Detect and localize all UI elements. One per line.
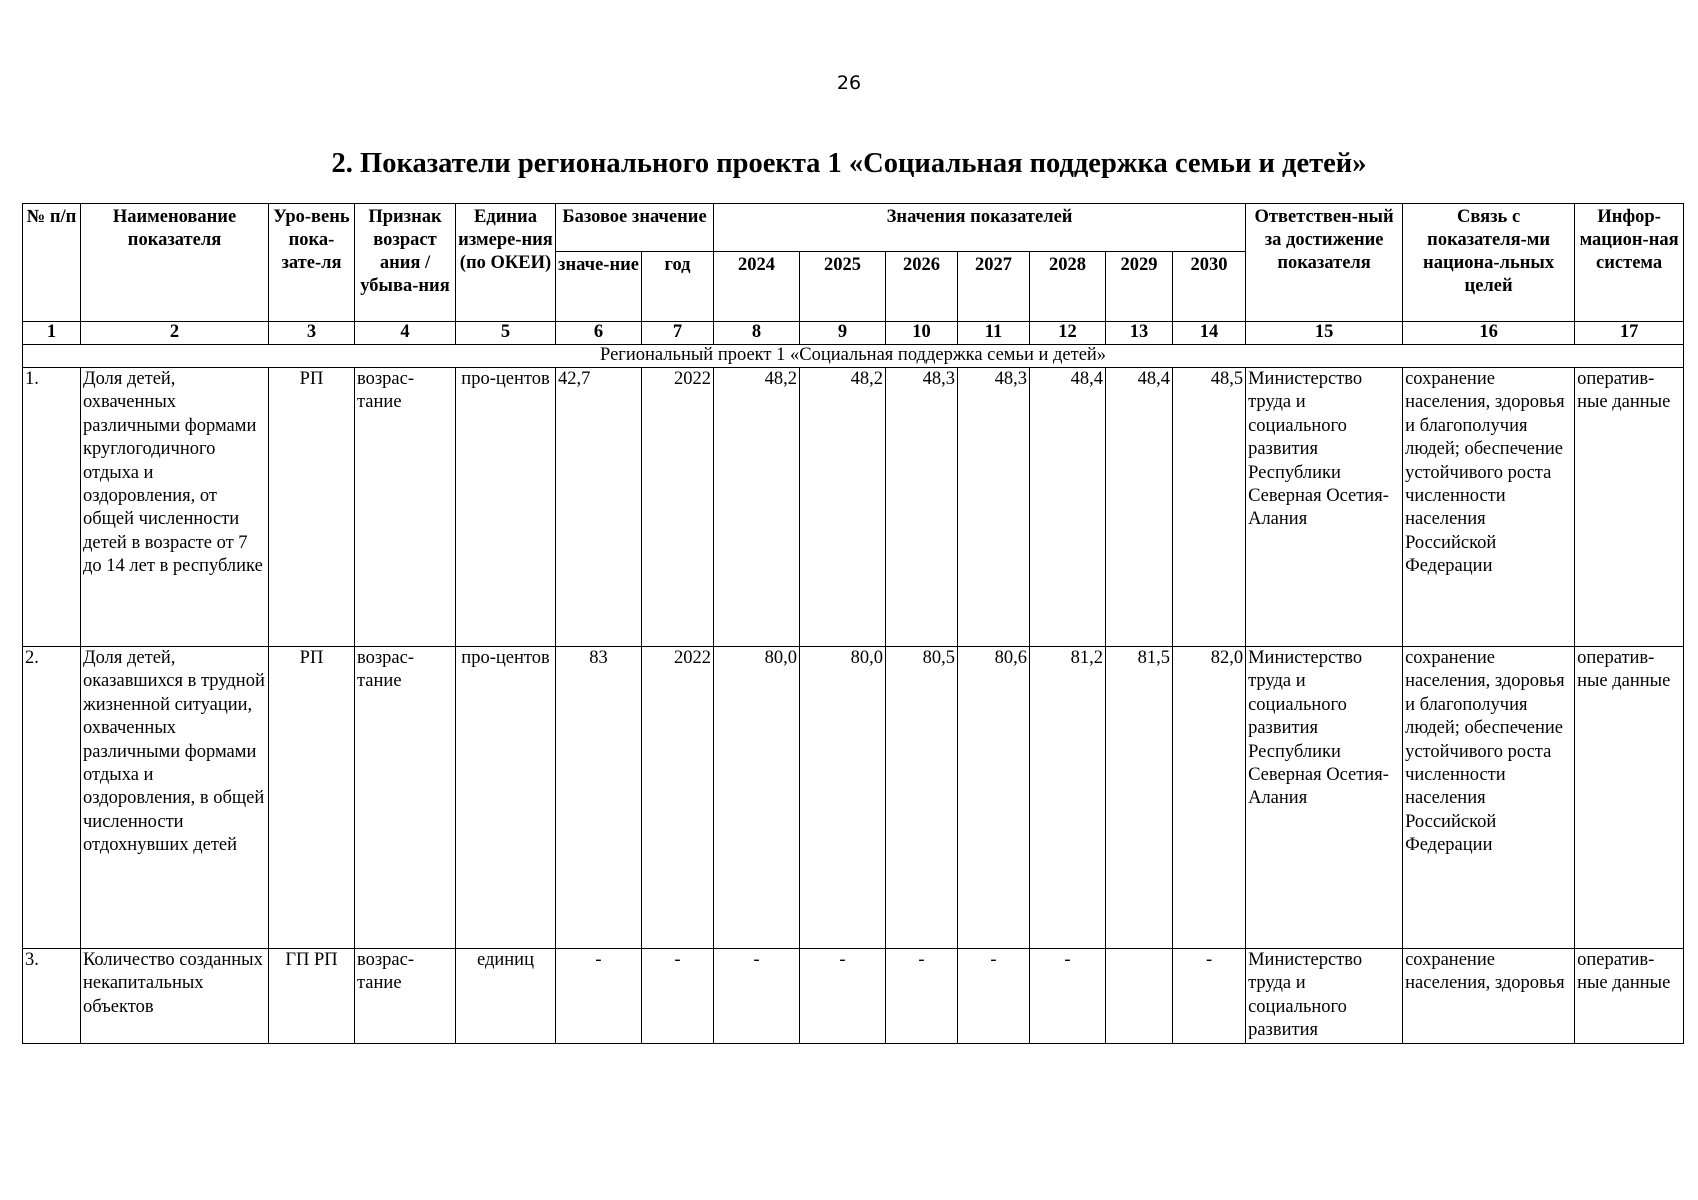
row-num: 3. [23,949,81,1044]
value-2024: 48,2 [714,368,800,647]
header-trend: Признак возраст ания / убыва-ния [355,204,456,322]
header-year-2026: 2026 [886,252,958,322]
header-values: Значения показателей [714,204,1246,252]
table-row [23,368,1684,647]
table-row [23,949,1684,1044]
column-number: 12 [1030,322,1106,345]
table-row [23,647,1684,949]
information-system: оператив-ные данные [1575,647,1684,949]
indicator-name: Доля детей, охваченных различными формами круглогодичного отдыха и оздоровления, от общей численности детей в возрасте от 7 до 14 лет в республике [81,368,269,647]
section-row [23,345,1684,368]
column-number: 7 [642,322,714,345]
indicator-unit: про-центов [456,647,556,949]
value-2030: 48,5 [1173,368,1246,647]
value-2026: 48,3 [886,368,958,647]
header-base-year: год [642,252,714,322]
header-responsible: Ответствен-ный за достижение показателя [1246,204,1403,322]
value-2027: - [958,949,1030,1044]
indicator-name: Доля детей, оказавшихся в трудной жизненной ситуации, охваченных различными формами отдыха и оздоровления, в общей численности отдохнувших детей [81,647,269,949]
page-title: 2. Показатели регионального проекта 1 «Социальная поддержка семьи и детей» [331,148,1367,179]
value-2028: 48,4 [1030,368,1106,647]
indicator-unit: единиц [456,949,556,1044]
value-2024: 80,0 [714,647,800,949]
value-2026: - [886,949,958,1044]
indicator-level: РП [269,647,355,949]
value-2025: 80,0 [800,647,886,949]
column-number: 3 [269,322,355,345]
indicator-trend: возрас-тание [355,368,456,647]
column-numbers-row [23,322,1684,345]
row-num: 2. [23,647,81,949]
indicator-trend: возрас-тание [355,647,456,949]
value-2029: 81,5 [1106,647,1173,949]
indicators-table [22,203,1684,1044]
header-level: Уро-вень пока-зате-ля [269,204,355,322]
column-number: 1 [23,322,81,345]
header-link: Связь с показателя-ми национа-льных целей [1403,204,1575,322]
indicator-name: Количество созданных некапитальных объектов [81,949,269,1044]
column-number: 13 [1106,322,1173,345]
indicator-level: РП [269,368,355,647]
value-2027: 80,6 [958,647,1030,949]
column-number: 11 [958,322,1030,345]
indicator-level: ГП РП [269,949,355,1044]
column-number: 4 [355,322,456,345]
column-number: 14 [1173,322,1246,345]
base-year: 2022 [642,647,714,949]
header-year-2025: 2025 [800,252,886,322]
base-year: 2022 [642,368,714,647]
header-year-2024: 2024 [714,252,800,322]
header-year-2027: 2027 [958,252,1030,322]
header-name: Наименование показателя [81,204,269,322]
value-2029 [1106,949,1173,1044]
column-number: 8 [714,322,800,345]
responsible-body: Министерство труда и социального развития [1246,949,1403,1044]
responsible-body: Министерство труда и социального развития Республики Северная Осетия-Алания [1246,368,1403,647]
base-value: 42,7 [556,368,642,647]
header-base: Базовое значение [556,204,714,252]
responsible-body: Министерство труда и социального развития Республики Северная Осетия-Алания [1246,647,1403,949]
value-2028: 81,2 [1030,647,1106,949]
information-system: оператив-ные данные [1575,368,1684,647]
column-number: 10 [886,322,958,345]
row-num: 1. [23,368,81,647]
indicator-trend: возрас-тание [355,949,456,1044]
national-goals-link: сохранение населения, здоровья и благополучия людей; обеспечение устойчивого роста численности населения Российской Федерации [1403,368,1575,647]
value-2028: - [1030,949,1106,1044]
header-year-2030: 2030 [1173,252,1246,322]
value-2030: 82,0 [1173,647,1246,949]
column-number: 6 [556,322,642,345]
column-number: 5 [456,322,556,345]
column-number: 9 [800,322,886,345]
value-2030: - [1173,949,1246,1044]
value-2027: 48,3 [958,368,1030,647]
page-number: 26 [836,72,862,94]
header-unit: Единиа измере-ния (по ОКЕИ) [456,204,556,322]
header-year-2028: 2028 [1030,252,1106,322]
value-2024: - [714,949,800,1044]
column-number: 2 [81,322,269,345]
base-year: - [642,949,714,1044]
header-base-value: значе-ние [556,252,642,322]
base-value: - [556,949,642,1044]
section-title: Региональный проект 1 «Социальная поддержка семьи и детей» [23,345,1684,368]
indicator-unit: про-центов [456,368,556,647]
national-goals-link: сохранение населения, здоровья и благополучия людей; обеспечение устойчивого роста численности населения Российской Федерации [1403,647,1575,949]
base-value: 83 [556,647,642,949]
column-number: 17 [1575,322,1684,345]
header-year-2029: 2029 [1106,252,1173,322]
value-2025: - [800,949,886,1044]
column-number: 15 [1246,322,1403,345]
national-goals-link: сохранение населения, здоровья [1403,949,1575,1044]
information-system: оператив-ные данные [1575,949,1684,1044]
header-num: № п/п [23,204,81,322]
column-number: 16 [1403,322,1575,345]
value-2029: 48,4 [1106,368,1173,647]
value-2025: 48,2 [800,368,886,647]
value-2026: 80,5 [886,647,958,949]
header-infosys: Инфор-мацион-ная система [1575,204,1684,322]
